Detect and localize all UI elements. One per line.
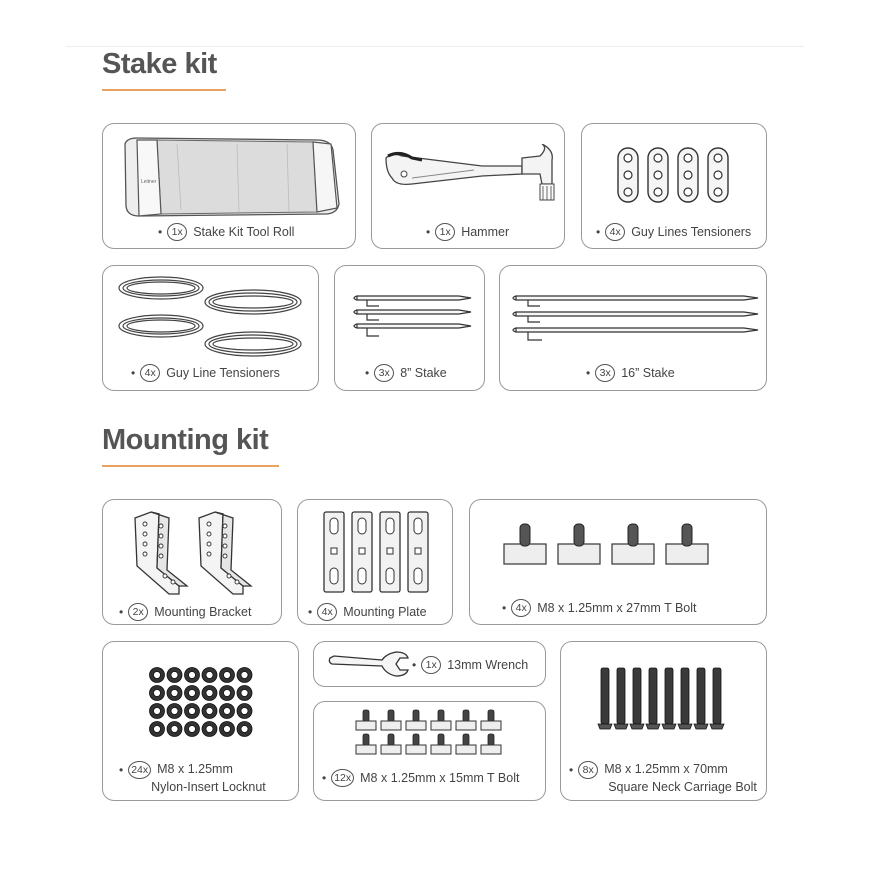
quantity-badge: 4x <box>317 603 337 621</box>
quantity-badge: 3x <box>374 364 394 382</box>
quantity-badge: 4x <box>605 223 625 241</box>
bullet: • <box>365 366 370 380</box>
brand-logo-text: Leitner <box>141 179 157 185</box>
bullet: • <box>596 225 601 239</box>
bullet: • <box>158 225 163 239</box>
item-name: 8” Stake <box>400 366 447 380</box>
quantity-badge: 1x <box>167 223 187 241</box>
label-15mm-t-bolt <box>322 769 519 787</box>
label-hammer <box>426 223 509 241</box>
label-carriage-bolt <box>569 760 757 796</box>
stake-kit-underline <box>102 89 226 91</box>
card-hammer <box>371 123 565 249</box>
tool-roll-image <box>117 134 343 218</box>
label-wrench <box>412 656 528 674</box>
carriage-bolt-icon <box>597 666 731 732</box>
hammer-icon <box>382 144 558 214</box>
item-name: Hammer <box>461 225 510 239</box>
card-guy-line-tensioners <box>102 265 319 391</box>
bullet: • <box>322 771 327 785</box>
stake-icon <box>349 290 473 342</box>
locknut-icon <box>149 666 253 738</box>
bullet: • <box>569 763 574 777</box>
card-stake-kit-tool-roll <box>102 123 356 249</box>
card-15mm-t-bolt <box>313 701 546 801</box>
bullet: • <box>412 658 417 672</box>
mounting-kit-underline <box>102 465 279 467</box>
card-mounting-plate <box>297 499 453 625</box>
item-name: 16” Stake <box>621 366 675 380</box>
label-8-inch-stake <box>365 364 447 382</box>
bullet: • <box>426 225 431 239</box>
bullet: • <box>131 366 136 380</box>
bullet: • <box>308 605 313 619</box>
card-guy-lines-tensioners <box>581 123 767 249</box>
wrench-icon <box>326 650 410 680</box>
card-mounting-bracket <box>102 499 282 625</box>
mounting-kit-title: Mounting kit <box>102 424 269 456</box>
quantity-badge: 1x <box>421 656 441 674</box>
item-name-line1: M8 x 1.25mm <box>157 762 233 776</box>
item-name: 13mm Wrench <box>447 658 529 672</box>
label-guy-lines-tensioners <box>596 223 751 241</box>
card-locknut <box>102 641 299 801</box>
quantity-badge: 24x <box>128 761 151 779</box>
bullet: • <box>119 605 124 619</box>
bracket-icon <box>129 508 257 596</box>
label-mounting-bracket <box>119 603 251 621</box>
label-16-inch-stake <box>586 364 675 382</box>
item-name: Stake Kit Tool Roll <box>193 225 295 239</box>
item-name: Guy Line Tensioners <box>166 366 280 380</box>
quantity-badge: 4x <box>511 599 531 617</box>
label-locknut <box>119 760 266 796</box>
card-wrench <box>313 641 546 687</box>
label-27mm-t-bolt <box>502 599 697 617</box>
card-27mm-t-bolt <box>469 499 767 625</box>
card-8-inch-stake <box>334 265 485 391</box>
label-guy-line-tensioners <box>131 364 280 382</box>
quantity-badge: 3x <box>595 364 615 382</box>
t-bolt-icon <box>502 522 738 570</box>
bullet: • <box>586 366 591 380</box>
item-name-line1: M8 x 1.25mm x 70mm <box>604 762 728 776</box>
item-name-line2: Square Neck Carriage Bolt <box>608 780 757 794</box>
rope-coil-icon <box>113 272 309 362</box>
item-name: M8 x 1.25mm x 15mm T Bolt <box>360 771 520 785</box>
bullet: • <box>502 601 507 615</box>
label-mounting-plate <box>308 603 427 621</box>
quantity-badge: 2x <box>128 603 148 621</box>
item-name-line2: Nylon-Insert Locknut <box>151 780 266 794</box>
item-name: M8 x 1.25mm x 27mm T Bolt <box>537 601 697 615</box>
card-carriage-bolt <box>560 641 767 801</box>
item-name: Mounting Plate <box>343 605 427 619</box>
stake-icon <box>508 290 760 344</box>
item-name: Mounting Bracket <box>154 605 252 619</box>
t-bolt-small-icon <box>354 708 510 758</box>
top-divider <box>66 46 804 47</box>
bullet: • <box>119 763 124 777</box>
stake-kit-title: Stake kit <box>102 48 217 80</box>
quantity-badge: 8x <box>578 761 598 779</box>
label-tool-roll <box>158 223 294 241</box>
quantity-badge: 4x <box>140 364 160 382</box>
quantity-badge: 12x <box>331 769 354 787</box>
item-name: Guy Lines Tensioners <box>631 225 752 239</box>
quantity-badge: 1x <box>435 223 455 241</box>
plate-icon <box>320 510 432 594</box>
card-16-inch-stake <box>499 265 767 391</box>
tensioner-icon <box>614 146 734 204</box>
